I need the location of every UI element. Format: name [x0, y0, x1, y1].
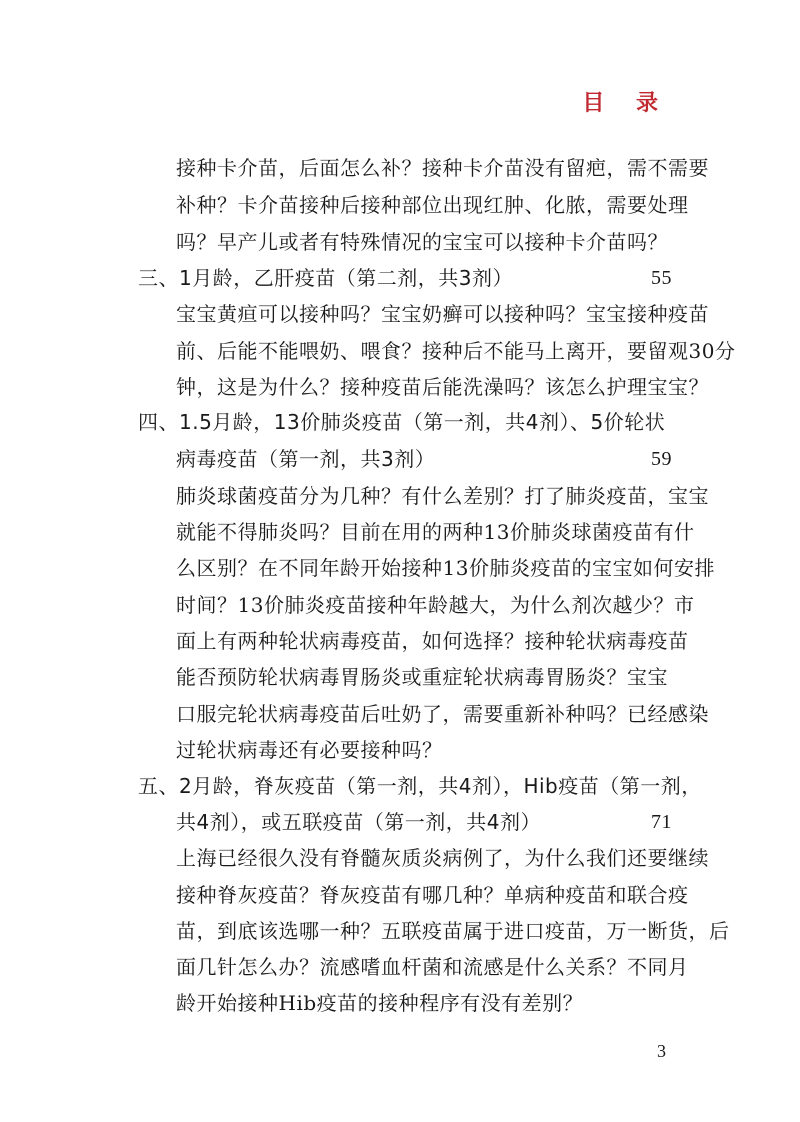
toc-description-line: 吗？早产儿或者有特殊情况的宝宝可以接种卡介苗吗？: [176, 230, 668, 254]
page-title: 目 录: [582, 91, 670, 116]
toc-description-line: 上海已经很久没有脊髓灰质炎病例了，为什么我们还要继续: [176, 846, 709, 870]
toc-description-line: 龄开始接种Hib疫苗的接种程序有没有差别？: [176, 991, 584, 1015]
toc-section-3[interactable]: [138, 263, 672, 293]
toc-description-line: 过轮状病毒还有必要接种吗？: [176, 738, 443, 762]
toc-description-line: 就能不得肺炎吗？目前在用的两种13价肺炎球菌疫苗有什: [176, 520, 695, 544]
toc-description-line: 钟，这是为什么？接种疫苗后能洗澡吗？该怎么护理宝宝？: [176, 375, 709, 399]
toc-section-title-cont: 共4剂），或五联疫苗（第一剂，共4剂）: [176, 810, 541, 834]
toc-description-line: 苗，到底该选哪一种？五联疫苗属于进口疫苗，万一断货，后: [176, 919, 730, 943]
toc-description-line: 宝宝黄疸可以接种吗？宝宝奶癣可以接种吗？宝宝接种疫苗: [176, 302, 709, 326]
toc-description-line: 肺炎球菌疫苗分为几种？有什么差别？打了肺炎疫苗，宝宝: [176, 484, 709, 508]
toc-section-4-cont[interactable]: [176, 444, 672, 474]
toc-description-line: 能否预防轮状病毒胃肠炎或重症轮状病毒胃肠炎？宝宝: [176, 665, 668, 689]
toc-description-line: 前、后能不能喂奶、喂食？接种后不能马上离开，要留观30分: [176, 339, 736, 363]
toc-description-line: 口服完轮状病毒疫苗后吐奶了，需要重新补种吗？已经感染: [176, 702, 709, 726]
toc-section-title: 四、1.5月龄，13价肺炎疫苗（第一剂，共4剂）、5价轮状: [138, 410, 666, 434]
toc-page-number: 55: [651, 267, 672, 289]
toc-description-line: 么区别？在不同年龄开始接种13价肺炎疫苗的宝宝如何安排: [176, 556, 715, 580]
toc-description-line: 接种脊灰疫苗？脊灰疫苗有哪几种？单病种疫苗和联合疫: [176, 883, 689, 907]
toc-section-title: 三、1月龄，乙肝疫苗（第二剂，共3剂）: [138, 266, 513, 290]
toc-description-line: 补种？卡介苗接种后接种部位出现红肿、化脓，需要处理: [176, 193, 689, 217]
toc-section-5[interactable]: [138, 771, 702, 801]
toc-description-line: 面几针怎么办？流感嗜血杆菌和流感是什么关系？不同月: [176, 955, 689, 979]
toc-description-line: 面上有两种轮状病毒疫苗，如何选择？接种轮状病毒疫苗: [176, 629, 689, 653]
toc-description-line: 接种卡介苗，后面怎么补？接种卡介苗没有留疤，需不需要: [176, 156, 709, 180]
toc-description-line: 时间？13价肺炎疫苗接种年龄越大，为什么剂次越少？市: [176, 593, 695, 617]
toc-section-title: 五、2月龄，脊灰疫苗（第一剂，共4剂），Hib疫苗（第一剂，: [138, 774, 702, 798]
toc-section-5-cont[interactable]: [176, 807, 672, 837]
page-number: 3: [657, 1041, 666, 1061]
toc-page-number: 59: [651, 448, 672, 470]
toc-section-4[interactable]: [138, 407, 672, 437]
toc-page-number: 71: [651, 811, 672, 833]
toc-section-title-cont: 病毒疫苗（第一剂，共3剂）: [176, 447, 436, 471]
